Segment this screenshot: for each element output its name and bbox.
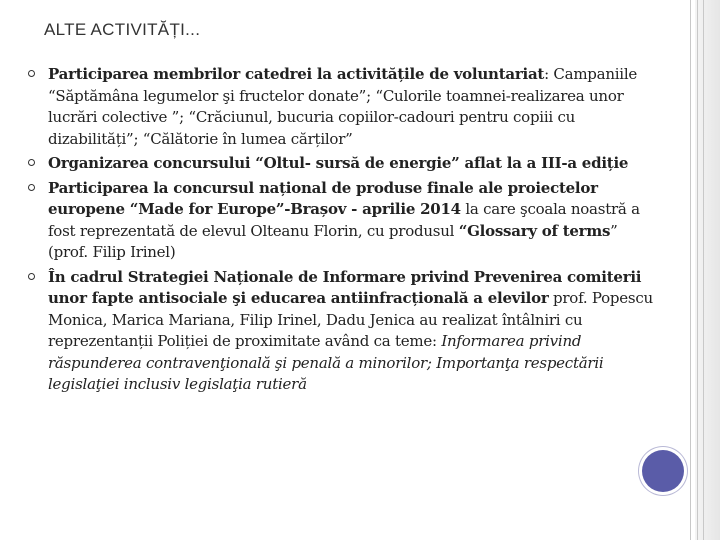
bullet-icon	[28, 159, 35, 166]
slide-title: ALTE ACTIVITĂȚI...	[44, 20, 201, 39]
list-item	[28, 64, 658, 150]
list-item-text: În cadrul Strategiei Naționale de Informare privind Prevenirea comiterii unor fapte antisociale şi educarea antiinfracțională a elevilor	[48, 267, 642, 307]
list-item-text: prof. Popescu Monica, Marica Mariana, Filip Irinel, Dadu Jenica au realizat întâlniri cu reprezentanții Poliției de proximitate având ca teme:	[48, 289, 653, 350]
decorative-circle	[642, 450, 684, 492]
list-item-text: Organizarea concursului “Oltul- sursă de energie” aflat la a III-a ediție	[48, 154, 629, 172]
right-rail-shadow	[695, 0, 720, 540]
list-item	[28, 267, 658, 396]
list-item	[28, 178, 658, 264]
list-item	[28, 153, 658, 175]
rail-line-2	[697, 0, 698, 540]
list-item-text: Informarea privind răspunderea contravenţională şi penală a minorilor; Importanţa respectării legislaţiei inclusiv legislaţia rutieră	[48, 332, 604, 393]
rail-line-3	[703, 0, 704, 540]
list-item-text: “Glossary of terms	[458, 221, 611, 240]
rail-line-1	[690, 0, 691, 540]
list-item-text: Participarea membrilor catedrei la activitățile de voluntariat	[48, 65, 545, 83]
list-item-text: Participarea la concursul național de produse finale ale proiectelor europene “Made for Europe”-Brașov - aprilie 2014	[48, 178, 598, 218]
bullet-icon	[28, 273, 35, 280]
bullet-icon	[28, 70, 35, 77]
bullet-list	[28, 64, 658, 399]
list-item-text: : Campaniile “Săptămâna legumelor şi fructelor donate”; “Culorile toamnei-realizarea unor lucrări colective ”; “Crăciunul, bucuria copiilor-cadouri pentru copiii cu dizabilități”; “Călătorie în lumea cărților”	[48, 65, 638, 148]
bullet-icon	[28, 184, 35, 191]
list-item-text: la care şcoala noastră a fost reprezentată de elevul Olteanu Florin, cu produsul	[48, 200, 640, 240]
list-item-text: ” (prof. Filip Irinel)	[48, 221, 618, 261]
